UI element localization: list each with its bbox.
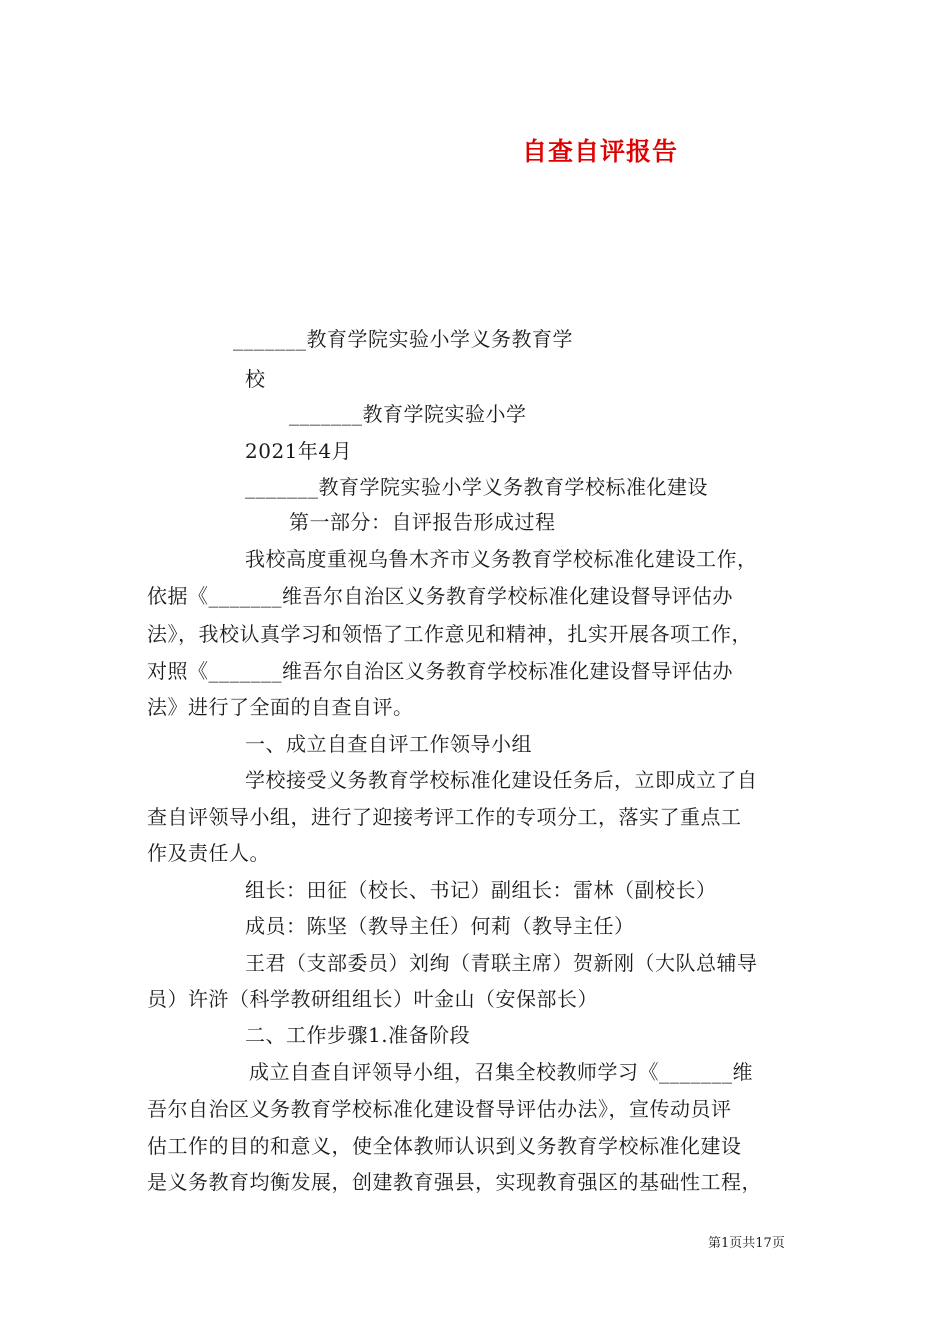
text-line-2: 校: [245, 367, 266, 391]
text-line-9: 法》，我校认真学习和领悟了工作意见和精神，扎实开展各项工作，: [147, 622, 752, 646]
subsection-heading-1: 一、成立自查自评工作领导小组: [245, 732, 532, 756]
text-line-23: 估工作的目的和意义，使全体教师认识到义务教育学校标准化建设: [147, 1134, 742, 1158]
text-line-14: 查自评领导小组，进行了迎接考评工作的专项分工，落实了重点工: [147, 805, 742, 829]
text-line-1: _______教育学院实验小学义务教育学: [233, 327, 573, 351]
text-line-3: _______教育学院实验小学: [289, 402, 527, 426]
text-line-11: 法》进行了全面的自查自评。: [147, 695, 414, 719]
subsection-heading-2: 二、工作步骤1.准备阶段: [245, 1023, 471, 1047]
text-line-5: _______教育学院实验小学义务教育学校标准化建设: [245, 475, 708, 499]
section-heading-1: 第一部分：自评报告形成过程: [289, 510, 556, 534]
text-line-4: 2021年4月: [245, 439, 353, 463]
text-line-17: 成员：陈坚（教导主任）何莉（教导主任）: [245, 914, 635, 938]
text-line-22: 吾尔自治区义务教育学校标准化建设督导评估办法》，宣传动员评: [147, 1097, 732, 1121]
text-line-19: 员）许浒（科学教研组组长）叶金山（安保部长）: [147, 987, 598, 1011]
text-line-21: 成立自查自评领导小组，召集全校教师学习《_______维: [249, 1060, 753, 1084]
text-line-16: 组长：田征（校长、书记）副组长：雷林（副校长）: [245, 878, 717, 902]
text-line-8: 依据《_______维吾尔自治区义务教育学校标准化建设督导评估办: [147, 584, 733, 608]
page-number-footer: 第1页共17页: [708, 1236, 785, 1251]
document-title: 自查自评报告: [521, 137, 678, 166]
text-line-24: 是义务教育均衡发展，创建教育强县，实现教育强区的基础性工程，: [147, 1170, 762, 1194]
text-line-15: 作及责任人。: [147, 841, 270, 865]
text-line-10: 对照《_______维吾尔自治区义务教育学校标准化建设督导评估办: [147, 659, 733, 683]
text-line-13: 学校接受义务教育学校标准化建设任务后，立即成立了自: [245, 768, 758, 792]
text-line-7: 我校高度重视乌鲁木齐市义务教育学校标准化建设工作，: [245, 547, 758, 571]
text-line-18: 王君（支部委员）刘绚（青联主席）贺新刚（大队总辅导: [245, 951, 758, 975]
